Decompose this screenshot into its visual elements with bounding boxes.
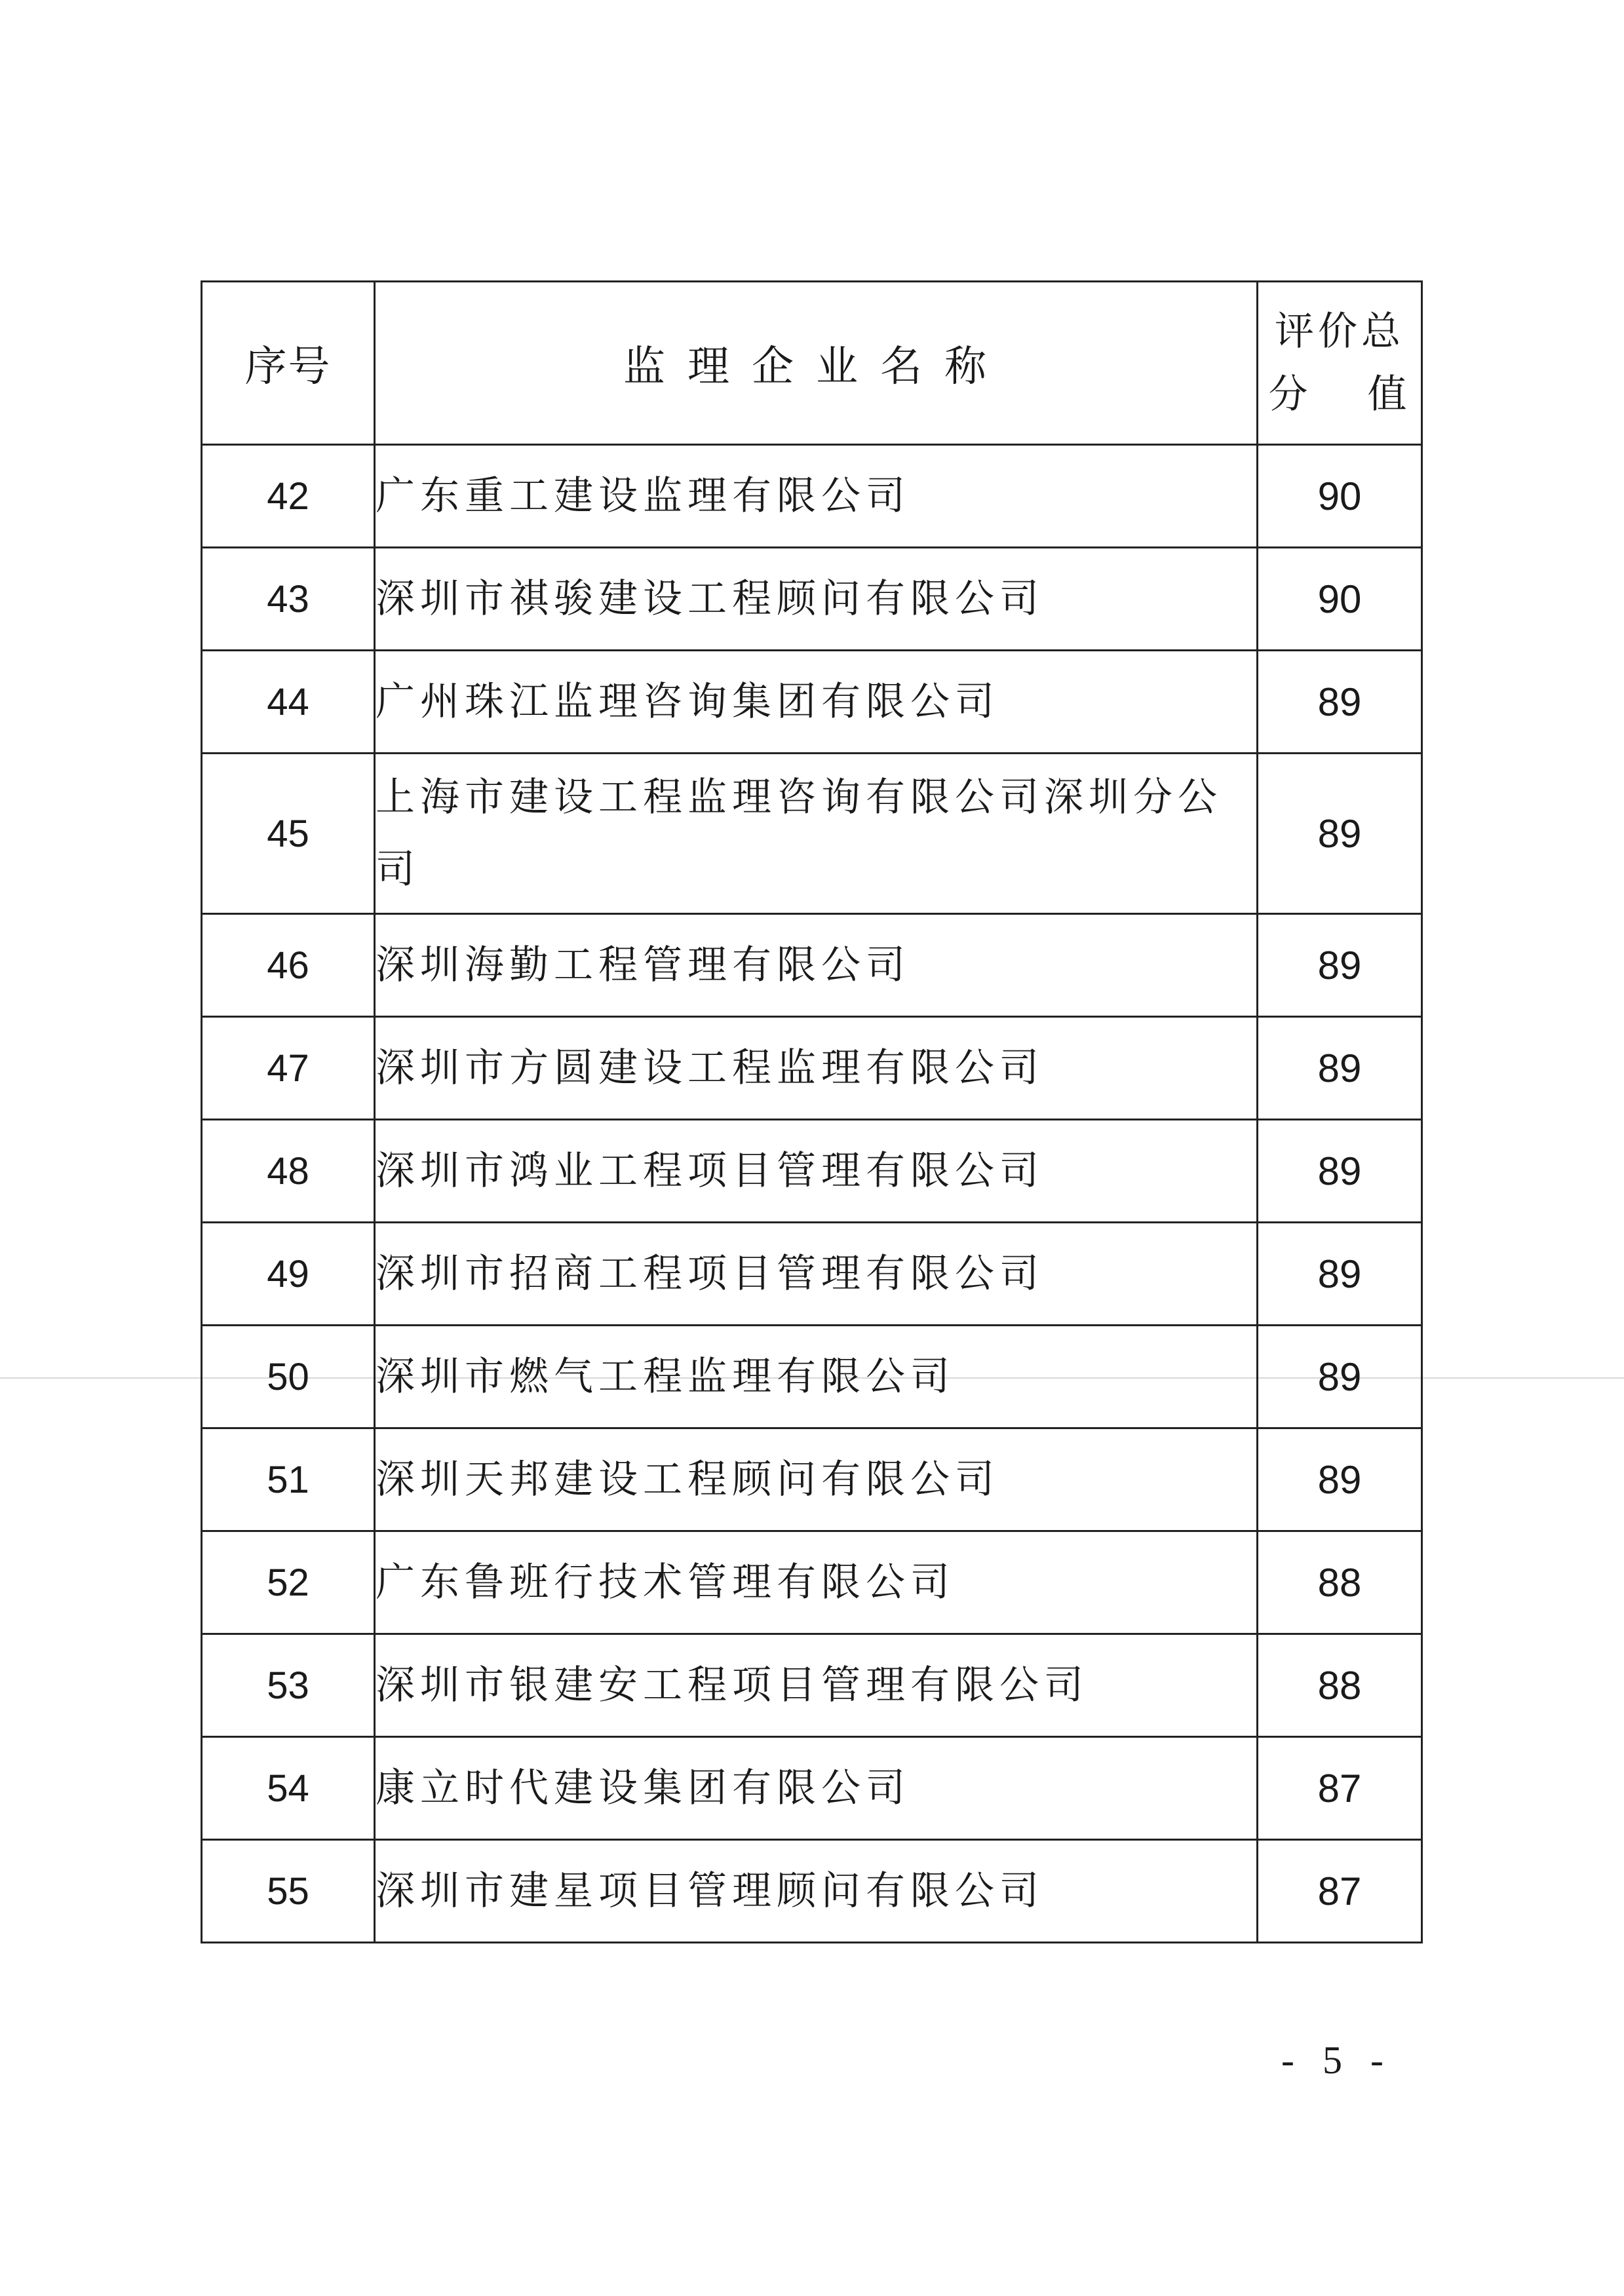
row-number: 47	[202, 1017, 375, 1120]
row-number: 52	[202, 1531, 375, 1634]
table-row	[202, 1326, 1422, 1428]
row-score: 90	[1258, 445, 1422, 548]
row-number: 44	[202, 651, 375, 754]
row-company-name: 深圳市鸿业工程项目管理有限公司	[375, 1120, 1258, 1223]
row-number: 45	[202, 754, 375, 914]
row-score: 89	[1258, 1223, 1422, 1326]
table-row	[202, 1737, 1422, 1840]
table-row	[202, 914, 1422, 1017]
row-number: 43	[202, 548, 375, 651]
table-row	[202, 1223, 1422, 1326]
table-row	[202, 1840, 1422, 1943]
row-company-name: 康立时代建设集团有限公司	[375, 1737, 1258, 1840]
table-header-row	[202, 282, 1422, 445]
header-score-line2: 分 值	[1268, 372, 1411, 417]
row-score: 89	[1258, 914, 1422, 1017]
row-score: 87	[1258, 1737, 1422, 1840]
table-row	[202, 754, 1422, 914]
row-score: 89	[1258, 1120, 1422, 1223]
row-score: 87	[1258, 1840, 1422, 1943]
row-company-name: 深圳天邦建设工程顾问有限公司	[375, 1428, 1258, 1531]
row-company-name: 深圳市建星项目管理顾问有限公司	[375, 1840, 1258, 1943]
row-company-name: 深圳市银建安工程项目管理有限公司	[375, 1634, 1258, 1737]
table-row	[202, 651, 1422, 754]
row-number: 54	[202, 1737, 375, 1840]
row-score: 90	[1258, 548, 1422, 651]
row-number: 48	[202, 1120, 375, 1223]
supervision-company-table	[201, 280, 1423, 1943]
row-number: 53	[202, 1634, 375, 1737]
row-number: 49	[202, 1223, 375, 1326]
row-company-name: 广州珠江监理咨询集团有限公司	[375, 651, 1258, 754]
row-company-name: 广东鲁班行技术管理有限公司	[375, 1531, 1258, 1634]
table-row	[202, 1017, 1422, 1120]
row-company-name: 深圳海勤工程管理有限公司	[375, 914, 1258, 1017]
row-company-name: 深圳市祺骏建设工程顾问有限公司	[375, 548, 1258, 651]
row-score: 89	[1258, 754, 1422, 914]
row-number: 51	[202, 1428, 375, 1531]
row-company-name: 广东重工建设监理有限公司	[375, 445, 1258, 548]
header-company-name: 监理企业名称	[375, 282, 1258, 445]
row-score: 89	[1258, 1017, 1422, 1120]
header-score	[1258, 282, 1422, 445]
row-number: 55	[202, 1840, 375, 1943]
row-number: 50	[202, 1326, 375, 1428]
row-score: 89	[1258, 1326, 1422, 1428]
table-row	[202, 445, 1422, 548]
table-row	[202, 1428, 1422, 1531]
table-row	[202, 1120, 1422, 1223]
table-row	[202, 1634, 1422, 1737]
row-number: 42	[202, 445, 375, 548]
row-company-name: 深圳市燃气工程监理有限公司	[375, 1326, 1258, 1428]
row-score: 88	[1258, 1531, 1422, 1634]
row-score: 89	[1258, 1428, 1422, 1531]
row-company-name: 深圳市招商工程项目管理有限公司	[375, 1223, 1258, 1326]
row-score: 88	[1258, 1634, 1422, 1737]
page-number: - 5 -	[1281, 2038, 1393, 2082]
row-company-name: 深圳市方圆建设工程监理有限公司	[375, 1017, 1258, 1120]
table-row	[202, 1531, 1422, 1634]
header-score-line1: 评价总	[1275, 309, 1404, 354]
header-number: 序号	[202, 282, 375, 445]
row-number: 46	[202, 914, 375, 1017]
row-score: 89	[1258, 651, 1422, 754]
row-company-name: 上海市建设工程监理咨询有限公司深圳分公司	[375, 754, 1258, 914]
table-row	[202, 548, 1422, 651]
